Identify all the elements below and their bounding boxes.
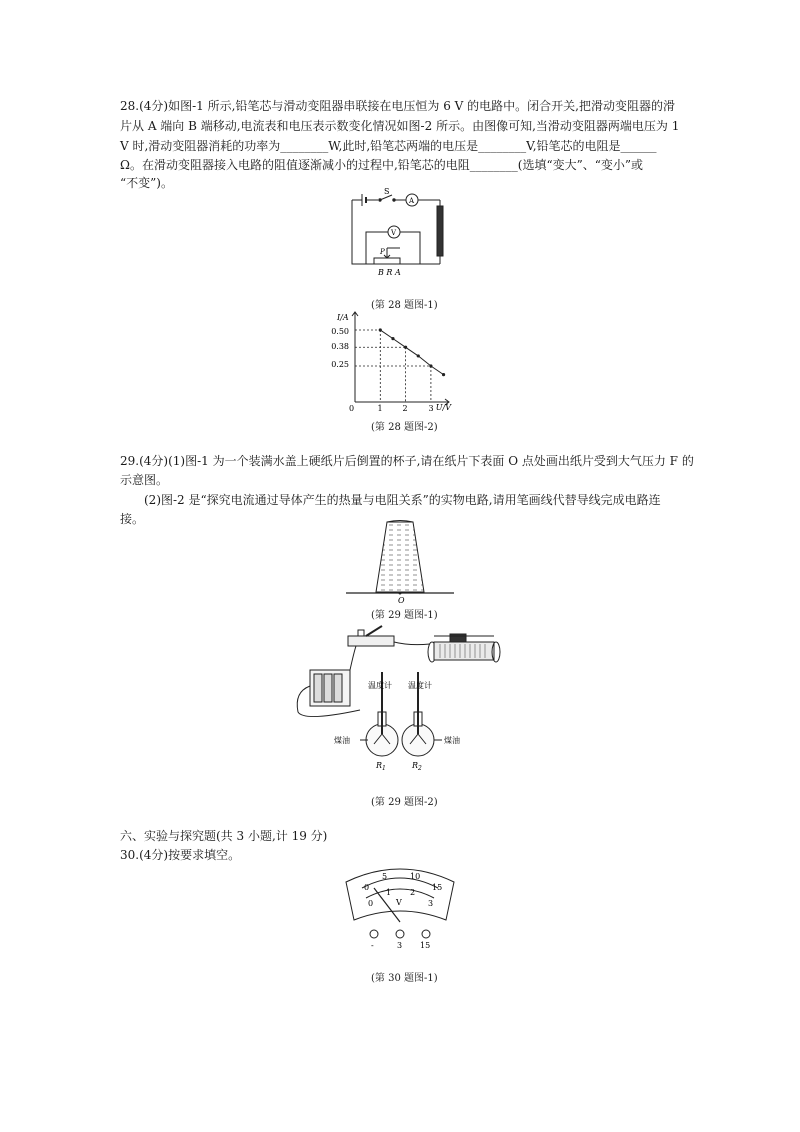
lower-tick-0: 0 [368, 899, 374, 908]
q28-line-4: Ω。在滑动变阻器接入电路的阻值逐渐减小的过程中,铅笔芯的电阻________(选填“变大”、“变小”或 [120, 158, 643, 172]
y-tick-0: 0.50 [331, 327, 349, 336]
point-o-label: O [398, 596, 405, 604]
q28-line-1: 28.(4分)如图-1 所示,铅笔芯与滑动变阻器串联接在电压恒为 6 V 的电路中。闭合开关,把滑动变阻器的滑 [120, 99, 675, 113]
lower-tick-3: 3 [428, 899, 434, 908]
switch-label: S [384, 187, 390, 196]
q29-line-1: 29.(4分)(1)图-1 为一个装满水盖上硬纸片后倒置的杯子,请在纸片下表面 O 点处画出纸片受到大气压力 F 的 [120, 454, 694, 468]
rheostat-label: B R A [378, 268, 401, 277]
origin-label: 0 [349, 404, 355, 413]
y-tick-2: 0.25 [331, 360, 349, 369]
fig-28-1-caption: (第 28 题图-1) [371, 300, 438, 311]
terminal-label-neg: - [371, 941, 374, 950]
lower-tick-1: 1 [386, 888, 392, 897]
point-o [399, 592, 402, 595]
iu-graph-28 [325, 308, 455, 414]
voltmeter-dial-30 [340, 862, 460, 954]
q29-line-2: 示意图。 [120, 473, 169, 487]
fig-30-1-caption: (第 30 题图-1) [371, 973, 438, 984]
upper-tick-0: 0 [364, 883, 370, 892]
x-axis-label: U/V [435, 403, 451, 412]
upper-tick-3: 15 [432, 883, 443, 892]
terminal-15 [422, 930, 430, 938]
data-point [404, 346, 407, 349]
x-tick-1: 2 [402, 404, 408, 413]
oil-right-label: 煤油 [444, 736, 460, 745]
thermometer-right-label: 温度计 [408, 681, 432, 690]
q30-line-1: 30.(4分)按要求填空。 [120, 848, 241, 862]
x-tick-0: 1 [377, 404, 383, 413]
fig-29-2-caption: (第 29 题图-2) [371, 797, 438, 808]
data-point [417, 354, 420, 357]
q28-line-3: V 时,滑动变阻器消耗的功率为________W,此时,铅笔芯两端的电压是________V,铅笔芯的电阻是______ [120, 139, 657, 153]
q28-line-5: “不变”)。 [120, 176, 173, 190]
oil-left-label: 煤油 [334, 736, 350, 745]
r2-label: $R_2$ [412, 761, 422, 772]
data-point [442, 373, 445, 376]
q29-line-3: (2)图-2 是“探究电流通过导体产生的热量与电阻关系”的实物电路,请用笔画线代替导线完成电路连 [144, 493, 661, 507]
r1-label: $R_1$ [376, 761, 386, 772]
terminal-negative [370, 930, 378, 938]
terminal-3 [396, 930, 404, 938]
voltmeter-label: V [391, 229, 397, 237]
q28-line-2: 片从 A 端向 B 端移动,电流表和电压表示数变化情况如图-2 所示。由图像可知,当滑动变阻器两端电压为 1 [120, 119, 680, 133]
fig-28-2-caption: (第 28 题图-2) [371, 422, 438, 433]
data-point [429, 364, 432, 367]
series-line [380, 330, 443, 375]
heating-circuit-29 [290, 622, 530, 778]
lower-tick-2: 2 [410, 888, 416, 897]
terminal-label-15: 15 [420, 941, 431, 950]
upper-tick-2: 10 [410, 872, 421, 881]
thermometer-left-label: 温度计 [368, 681, 392, 690]
fig-29-1-caption: (第 29 题图-1) [371, 610, 438, 621]
ammeter-label: A [409, 197, 415, 205]
switch-board [348, 636, 394, 646]
slider-label: P [380, 248, 385, 256]
circuit-diagram-28 [340, 186, 460, 278]
data-point [379, 328, 382, 331]
x-tick-2: 3 [428, 404, 434, 413]
y-axis-label: I/A [337, 313, 349, 322]
data-point [391, 337, 394, 340]
section-6-heading: 六、实验与探究题(共 3 小题,计 19 分) [120, 829, 328, 843]
dial-face [346, 869, 454, 920]
terminal-label-3: 3 [397, 941, 403, 950]
q29-line-4: 接。 [120, 512, 145, 526]
unit-label: V [396, 898, 402, 907]
upper-tick-1: 5 [382, 872, 388, 881]
inverted-cup-29 [340, 518, 460, 604]
y-tick-1: 0.38 [331, 342, 349, 351]
